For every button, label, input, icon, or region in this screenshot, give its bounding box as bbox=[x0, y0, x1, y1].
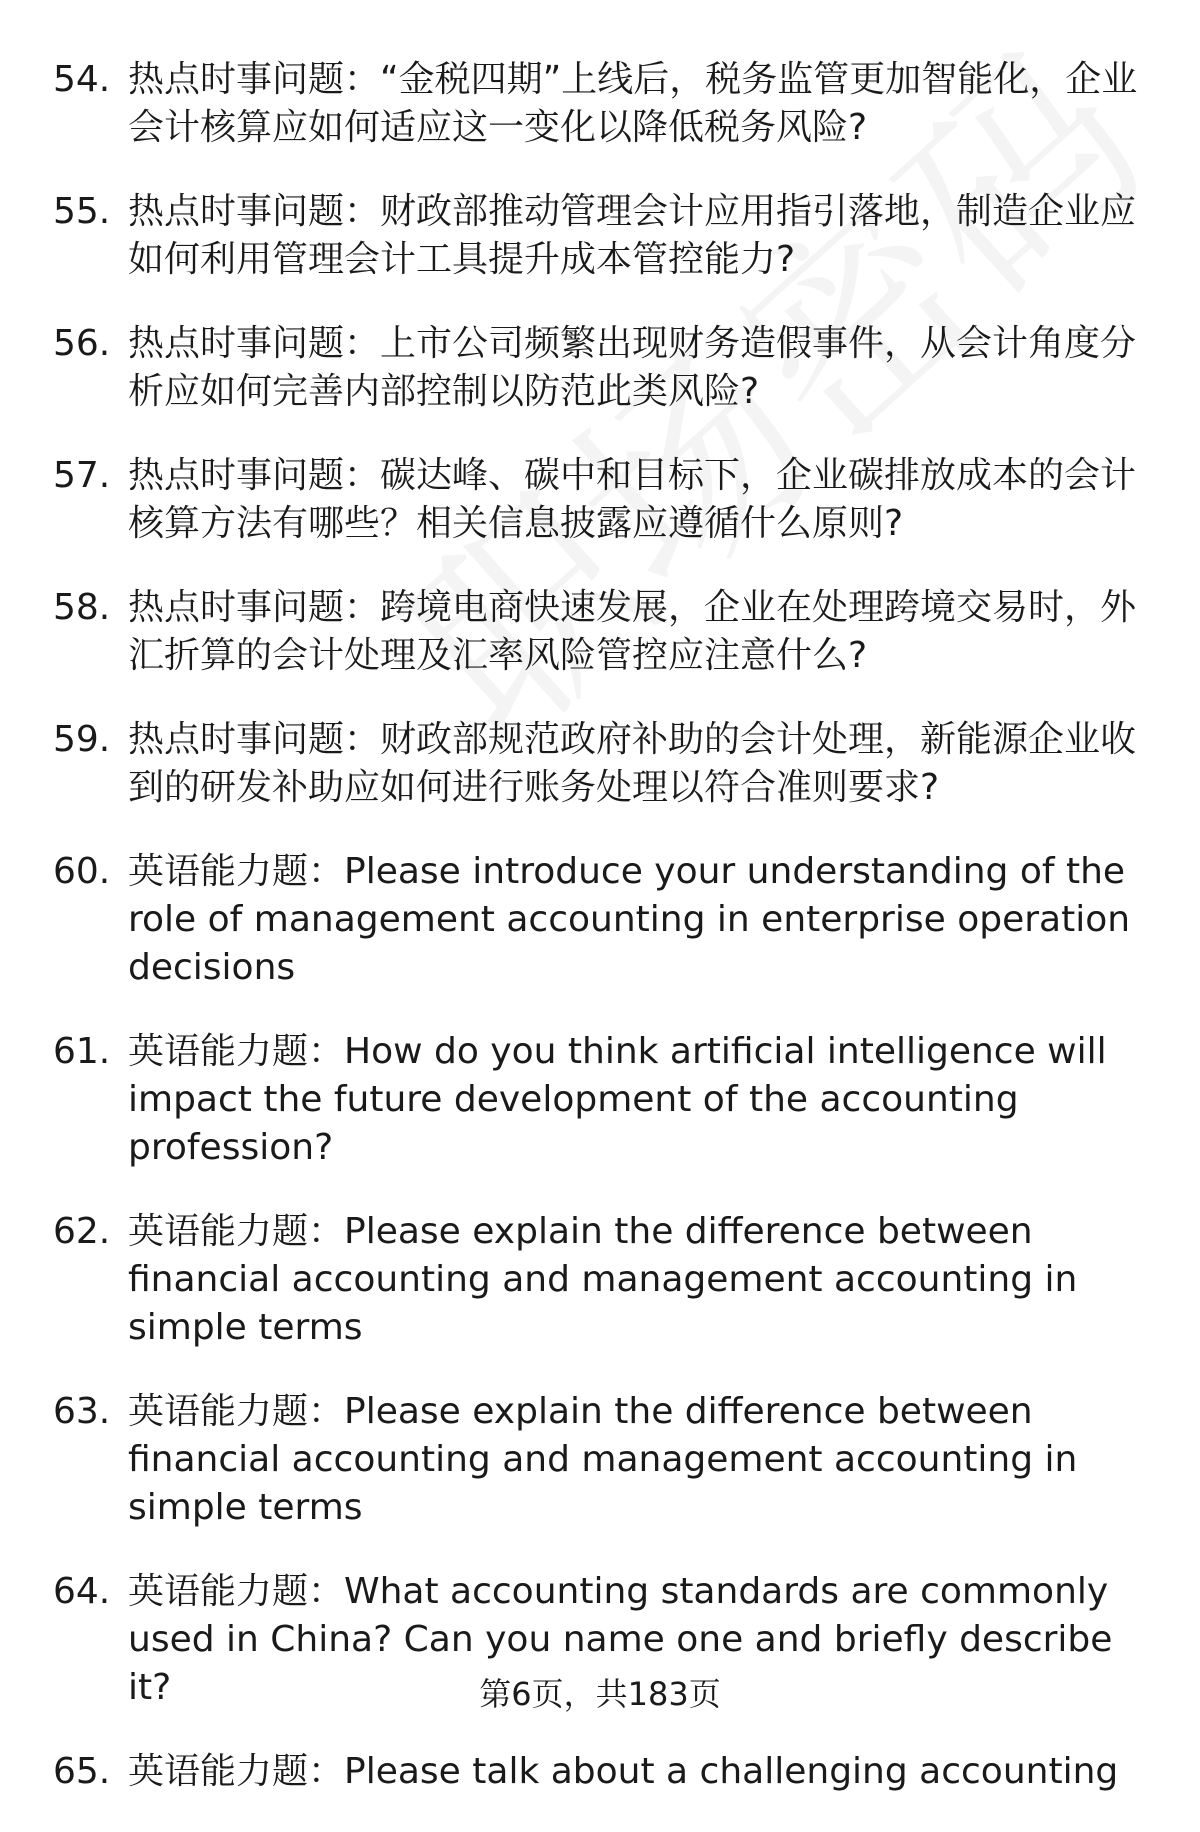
question-number: 63. bbox=[53, 1391, 111, 1432]
question-number: 58. bbox=[53, 587, 111, 628]
question-item bbox=[0, 320, 1200, 416]
question-item bbox=[0, 452, 1200, 548]
question-item bbox=[0, 1028, 1200, 1172]
question-text: 英语能力题：Please introduce your understanding of the role of management accounting in enterprise operation decisions bbox=[128, 851, 1131, 988]
question-item bbox=[0, 584, 1200, 680]
question-item bbox=[0, 56, 1200, 152]
question-number: 62. bbox=[53, 1211, 111, 1252]
question-item bbox=[0, 848, 1200, 992]
question-text: 热点时事问题：上市公司频繁出现财务造假事件，从会计角度分析应如何完善内部控制以防范此类风险? bbox=[128, 323, 1137, 412]
question-number: 57. bbox=[53, 455, 111, 496]
question-text: 英语能力题：What accounting standards are commonly used in China? Can you name one and briefly describe it? bbox=[128, 1571, 1113, 1708]
question-text: 热点时事问题：“金税四期”上线后，税务监管更加智能化，企业会计核算应如何适应这一变化以降低税务风险? bbox=[128, 59, 1138, 148]
question-text: 英语能力题：How do you think artificial intelligence will impact the future development of the accounting profession? bbox=[128, 1031, 1107, 1168]
question-number: 60. bbox=[53, 851, 111, 892]
question-number: 61. bbox=[53, 1031, 111, 1072]
question-text: 热点时事问题：财政部推动管理会计应用指引落地，制造企业应如何利用管理会计工具提升成本管控能力? bbox=[128, 191, 1137, 280]
question-text: 热点时事问题：碳达峰、碳中和目标下，企业碳排放成本的会计核算方法有哪些？相关信息披露应遵循什么原则? bbox=[128, 455, 1137, 544]
question-number: 65. bbox=[53, 1751, 111, 1792]
question-text: 英语能力题：Please explain the difference between financial accounting and management accounting in simple terms bbox=[128, 1391, 1078, 1528]
question-text: 英语能力题：Please explain the difference between financial accounting and management accounting in simple terms bbox=[128, 1211, 1078, 1348]
question-item bbox=[0, 1748, 1200, 1796]
question-item bbox=[0, 188, 1200, 284]
question-number: 54. bbox=[53, 59, 111, 100]
question-text: 热点时事问题：财政部规范政府补助的会计处理，新能源企业收到的研发补助应如何进行账务处理以符合准则要求? bbox=[128, 719, 1137, 808]
question-number: 56. bbox=[53, 323, 111, 364]
question-item bbox=[0, 1208, 1200, 1352]
question-list bbox=[0, 56, 1200, 1832]
question-number: 55. bbox=[53, 191, 111, 232]
page-footer: 第6页，共183页 bbox=[479, 1675, 721, 1713]
question-text: 热点时事问题：跨境电商快速发展，企业在处理跨境交易时，外汇折算的会计处理及汇率风险管控应注意什么? bbox=[128, 587, 1137, 676]
question-item bbox=[0, 1388, 1200, 1532]
question-text: 英语能力题：Please talk about a challenging accounting bbox=[128, 1751, 1119, 1792]
question-number: 64. bbox=[53, 1571, 111, 1612]
question-item bbox=[0, 716, 1200, 812]
question-number: 59. bbox=[53, 719, 111, 760]
